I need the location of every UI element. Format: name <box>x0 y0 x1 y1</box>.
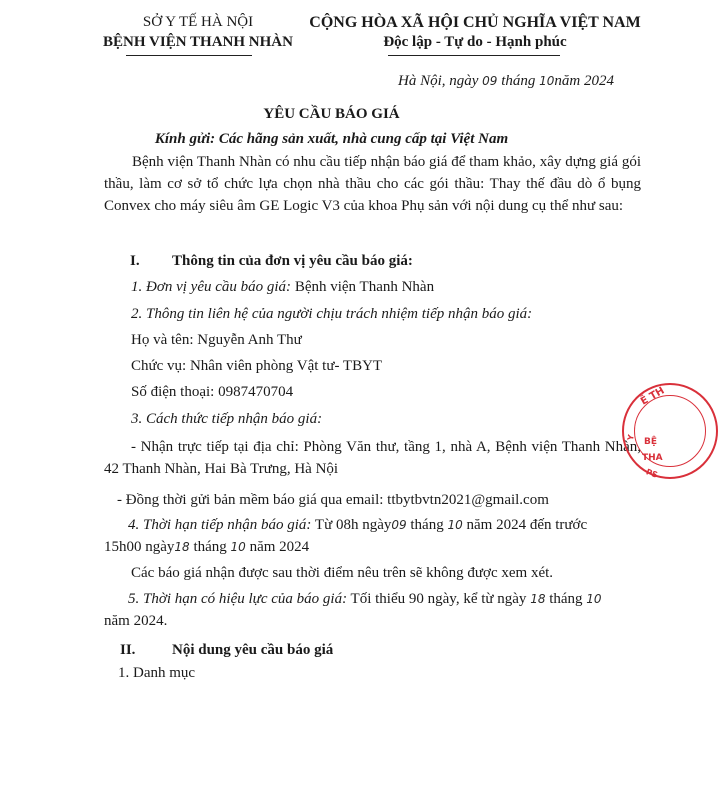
late-submission-note: Các báo giá nhận được sau thời điểm nêu trên sẽ không được xem xét. <box>131 565 554 581</box>
date-day-handwritten: 09 <box>482 74 498 88</box>
section2-title: Nội dung yêu cầu báo giá <box>172 642 334 658</box>
recipient-line: Kính gửi: Các hãng sản xuất, nhà cung cấp tại Việt Nam <box>154 131 509 147</box>
item5-month-handwritten: 10 <box>586 592 602 606</box>
section2-item1: 1. Danh mục <box>118 665 196 681</box>
section1-title: Thông tin của đơn vị yêu cầu báo giá: <box>172 253 413 269</box>
date-month-label: tháng <box>497 73 540 89</box>
item1-value: Bệnh viện Thanh Nhàn <box>291 279 435 295</box>
section2-number: II. <box>120 642 136 658</box>
seal-bottom-text: PS <box>644 467 659 480</box>
official-seal-stamp <box>622 383 718 479</box>
item4-day2-handwritten: 18 <box>174 540 190 554</box>
item4-label: 4. Thời hạn tiếp nhận báo giá: <box>128 517 312 533</box>
item4-text-f: năm 2024 <box>245 539 310 555</box>
section1-item3-label: 3. Cách thức tiếp nhận báo giá: <box>131 411 323 427</box>
item1-label: 1. Đơn vị yêu cầu báo giá: <box>131 279 292 295</box>
seal-top-text: Ế TH <box>638 385 667 408</box>
country-name: CỘNG HÒA XÃ HỘI CHỦ NGHĨA VIỆT NAM <box>309 14 641 31</box>
hospital-name: BỆNH VIỆN THANH NHÀN <box>103 34 293 50</box>
item4-month1-handwritten: 10 <box>447 518 463 532</box>
document-date <box>398 73 614 90</box>
section1-item5-line2: năm 2024. <box>104 613 168 629</box>
item4-month2-handwritten: 10 <box>230 540 246 554</box>
item5-day-handwritten: 18 <box>530 592 546 606</box>
date-month-handwritten: 10 <box>539 74 555 88</box>
section1-item2-label: 2. Thông tin liên hệ của người chịu trách nhiệm tiếp nhận báo giá: <box>131 306 533 322</box>
section1-number: I. <box>130 253 140 269</box>
contact-position: Chức vụ: Nhân viên phòng Vật tư- TBYT <box>131 358 383 374</box>
item4-text-a: Từ 08h ngày <box>311 517 392 533</box>
section1-item4-line1 <box>128 517 587 534</box>
item4-text-b: tháng <box>406 517 448 533</box>
section1-item4-line2 <box>104 539 309 556</box>
seal-middle-text-1: BỆ <box>644 437 658 447</box>
agency-name: SỞ Y TẾ HÀ NỘI <box>142 14 254 30</box>
document-title: YÊU CẦU BÁO GIÁ <box>263 106 400 122</box>
contact-name: Họ và tên: Nguyễn Anh Thư <box>131 332 302 348</box>
item4-text-e: tháng <box>189 539 231 555</box>
motto: Độc lập - Tự do - Hạnh phúc <box>383 34 567 50</box>
seal-middle-text-2: THA <box>642 453 663 463</box>
item4-text-c: năm 2024 đến trước <box>462 517 588 533</box>
email-submission: - Đồng thời gửi bản mềm báo giá qua email: ttbytbvtn2021@gmail.com <box>117 492 549 508</box>
seal-left-char: Y <box>625 433 636 442</box>
item4-text-d: 15h00 ngày <box>104 539 175 555</box>
section1-item1 <box>131 279 434 296</box>
hospital-underline <box>126 55 252 56</box>
date-year-label: năm 2024 <box>554 73 614 89</box>
direct-delivery-address: - Nhận trực tiếp tại địa chỉ: Phòng Văn thư, tầng 1, nhà A, Bệnh viện Thanh Nhàn, 42 Thanh Nhàn, Hai Bà Trưng, Hà Nội <box>104 439 641 477</box>
intro-paragraph: Bệnh viện Thanh Nhàn có nhu cầu tiếp nhận báo giá để tham khảo, xây dựng giá gói thầu, làm cơ sở tổ chức lựa chọn nhà thầu cho các gói thầu: Thay thế đầu dò ổ bụng Convex cho máy siêu âm GE Logic V3 của khoa Phụ sản với nội dung cụ thể như sau: <box>104 154 641 214</box>
item4-day1-handwritten: 09 <box>391 518 407 532</box>
item5-text-a: Tối thiểu 90 ngày, kể từ ngày <box>347 591 531 607</box>
item5-text-b: tháng <box>545 591 587 607</box>
contact-phone: Số điện thoại: 0987470704 <box>131 384 294 400</box>
motto-underline <box>388 55 560 56</box>
date-prefix: Hà Nội, ngày <box>398 73 483 89</box>
item5-label: 5. Thời hạn có hiệu lực của báo giá: <box>128 591 348 607</box>
section1-item5-line1 <box>128 591 602 608</box>
